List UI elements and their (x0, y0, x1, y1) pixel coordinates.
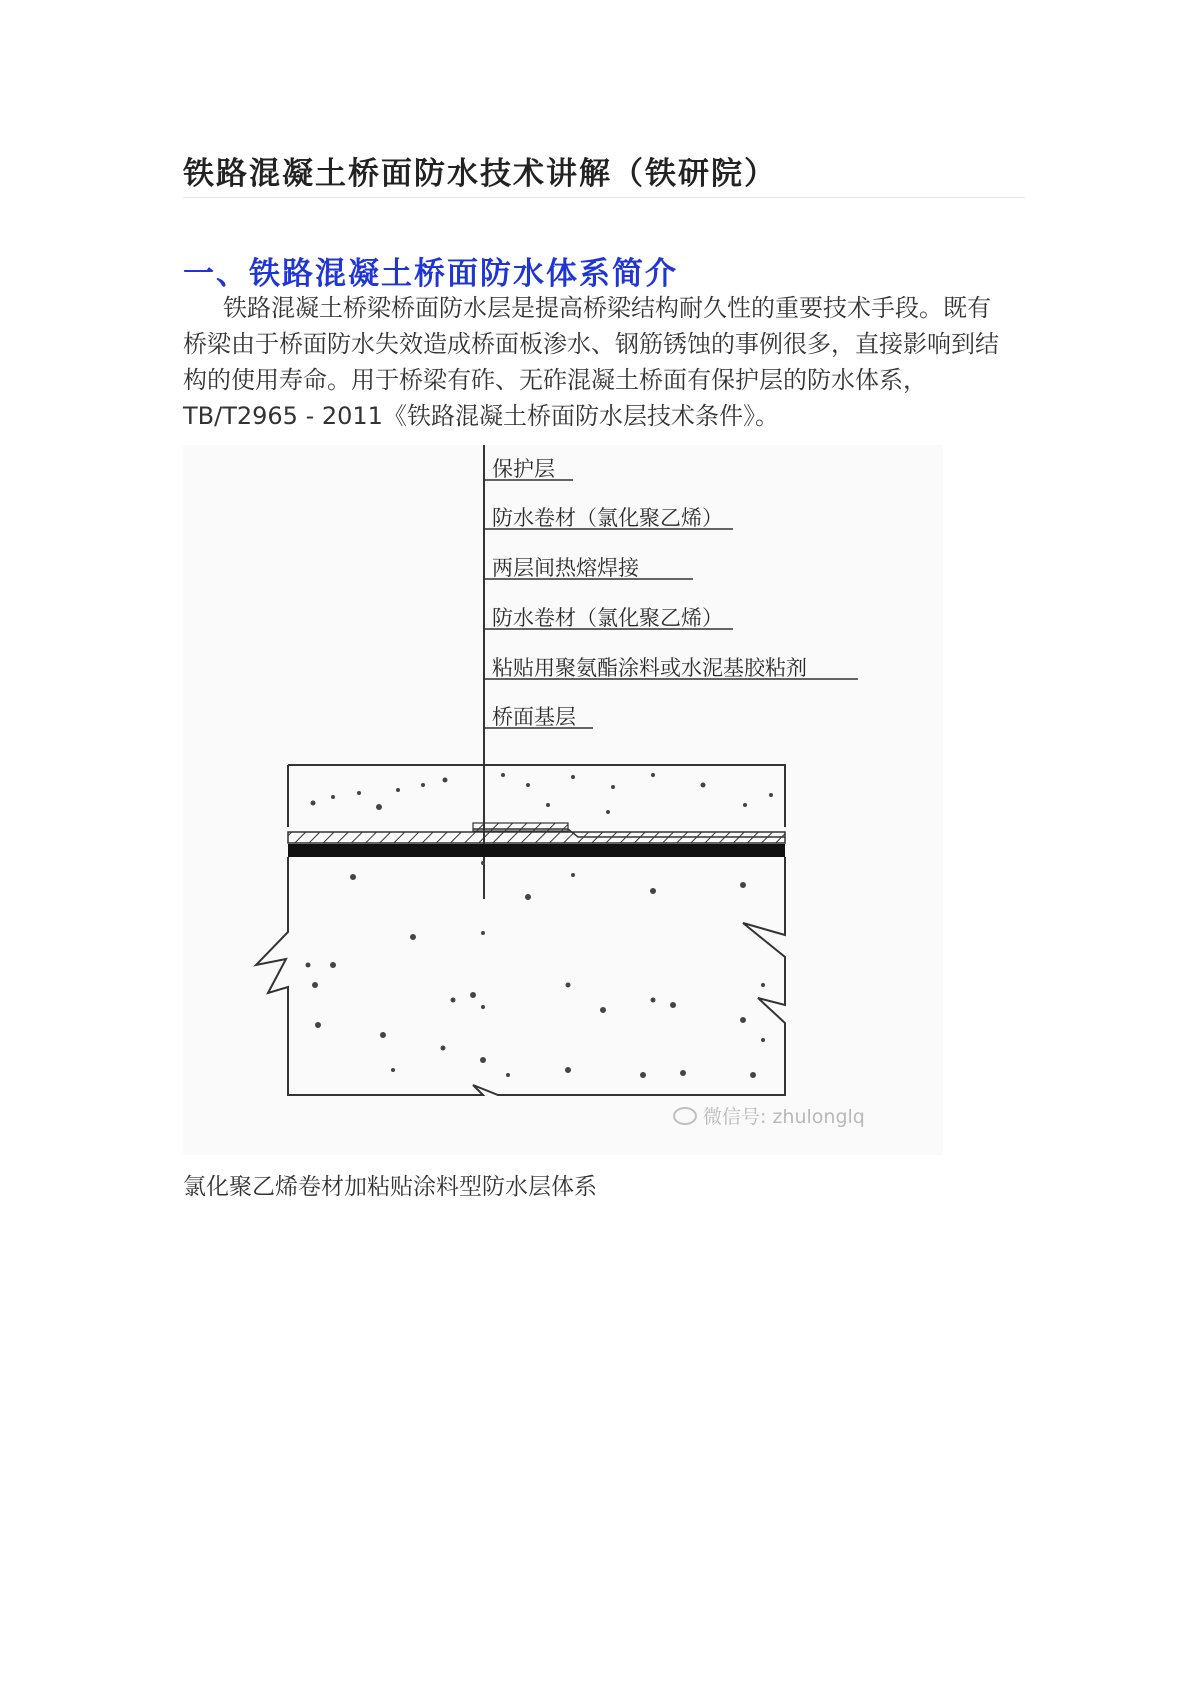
intro-paragraph (183, 290, 1033, 434)
paragraph-line-4: TB/T2965 - 2011《铁路混凝土桥面防水层技术条件》。 (183, 402, 779, 430)
label-protective-layer: 保护层 (492, 457, 555, 481)
label-hot-melt-weld: 两层间热熔焊接 (492, 556, 639, 580)
paragraph-line-1: 铁路混凝土桥梁桥面防水层是提高桥梁结构耐久性的重要技术手段。既有 (223, 294, 991, 322)
page-title: 铁路混凝土桥面防水技术讲解（铁研院） (183, 156, 777, 192)
label-deck-base: 桥面基层 (492, 705, 576, 729)
paragraph-line-2: 桥梁由于桥面防水失效造成桥面板渗水、钢筋锈蚀的事例很多，直接影响到结 (183, 330, 999, 358)
label-membrane-top: 防水卷材（氯化聚乙烯） (492, 506, 723, 530)
title-divider (183, 197, 1025, 198)
section-heading: 一、铁路混凝土桥面防水体系简介 (183, 256, 678, 292)
wechat-watermark: 微信号: zhulonglq (673, 1102, 865, 1129)
waterproof-layer-diagram (183, 445, 943, 1155)
wechat-icon (673, 1107, 697, 1125)
label-membrane-bottom: 防水卷材（氯化聚乙烯） (492, 606, 723, 630)
aggregate-dots (306, 773, 774, 1078)
label-adhesive: 粘贴用聚氨酯涂料或水泥基胶粘剂 (492, 656, 807, 680)
paragraph-line-3: 构的使用寿命。用于桥梁有砟、无砟混凝土桥面有保护层的防水体系， (183, 366, 927, 394)
figure-caption: 氯化聚乙烯卷材加粘贴涂料型防水层体系 (183, 1174, 597, 1200)
